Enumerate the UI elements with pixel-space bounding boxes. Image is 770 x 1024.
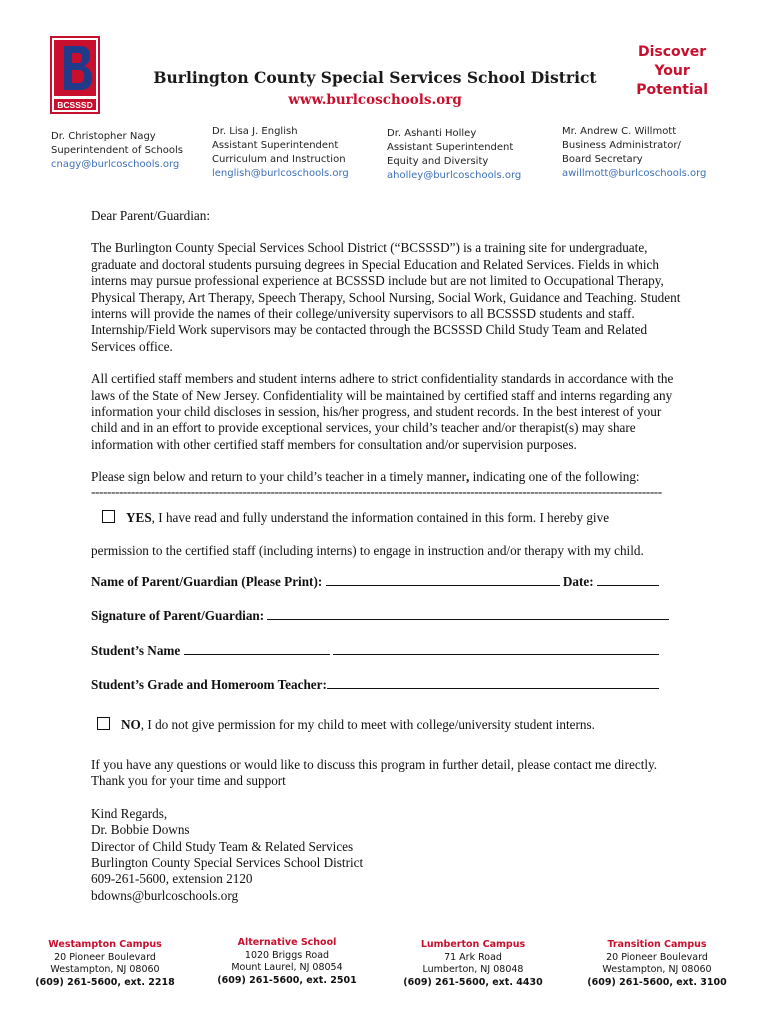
student-name-field: Student’s Name	[91, 642, 681, 659]
signoff: Kind Regards, Dr. Bobbie Downs Director of Child Study Team & Related Services Burlington County Special Services School District 609-261-5600, extension 2120 bdowns@burlcoschools.org	[91, 806, 681, 904]
parent-name-line[interactable]	[326, 573, 560, 586]
salutation: Dear Parent/Guardian:	[91, 208, 211, 223]
footer-transition: Transition Campus 20 Pioneer Boulevard Westampton, NJ 08060 (609) 261-5600, ext. 3100	[587, 939, 727, 988]
paragraph-training-site: The Burlington County Special Services School District (“BCSSSD”) is a training site for undergraduate, graduate and doctoral students pursuing degrees in Special Education and Related Services. Fields in which interns may pursue professional experience at BCSSSD include but are not limited to Occupational Therapy, Physical Therapy, Art Therapy, Speech Therapy, School Nursing, Social Work, Guidance and Teaching. Student interns will provide the names of their college/university supervisors to all BCSSSD students and staff. Internship/Field Work supervisors may be contacted through the BCSSSD Child Study Team and Related Services office.	[91, 240, 681, 354]
footer-lumberton: Lumberton Campus 71 Ark Road Lumberton, NJ 08048 (609) 261-5600, ext. 4430	[403, 939, 543, 988]
grade-teacher-field: Student’s Grade and Homeroom Teacher:	[91, 676, 681, 693]
admin-email[interactable]: aholley@burlcoschools.org	[387, 170, 522, 181]
paragraph-confidentiality: All certified staff members and student interns adhere to strict confidentiality standards in accordance with the laws of the State of New Jersey. Confidentiality will be maintained by certified staff and interns regarding any information your child discloses in session, his/her progress, and student records. In the best interest of your child and in an effort to provide exceptional services, your child’s teacher and/or therapist(s) may share information with other certified staff members for consultation and/or supervision purposes.	[91, 371, 674, 452]
district-name: Burlington County Special Services School District	[153, 68, 597, 87]
admin-business: Mr. Andrew C. Willmott Business Administrator/ Board Secretary awillmott@burlcoschools.org	[562, 126, 707, 179]
district-website[interactable]: www.burlcoschools.org	[288, 92, 462, 108]
footer-westampton: Westampton Campus 20 Pioneer Boulevard Westampton, NJ 08060 (609) 261-5600, ext. 2218	[35, 939, 175, 988]
no-checkbox[interactable]	[97, 717, 110, 730]
no-option: NO, I do not give permission for my child to meet with college/university student interns.	[91, 717, 681, 733]
closing-paragraph: If you have any questions or would like to discuss this program in further detail, please contact me directly. Thank you for your time and support	[91, 756, 658, 789]
slogan: Discover Your Potential	[636, 44, 708, 98]
signature-field: Signature of Parent/Guardian:	[91, 607, 681, 624]
contact-email[interactable]: bdowns@burlcoschools.org	[91, 887, 239, 903]
grade-teacher-line[interactable]	[327, 676, 659, 689]
admin-email[interactable]: lenglish@burlcoschools.org	[212, 168, 349, 179]
yes-option: YES, I have read and fully understand the information contained in this form. I hereby give	[91, 510, 681, 526]
student-name-line[interactable]	[184, 642, 330, 655]
date-line[interactable]	[597, 573, 659, 586]
admin-asst-equity: Dr. Ashanti Holley Assistant Superintendent Equity and Diversity aholley@burlcoschools.org	[387, 128, 522, 181]
divider-dashes: -----------------------------------------------------------------------------------------------------------------------------------------------	[91, 483, 662, 499]
admin-asst-curriculum: Dr. Lisa J. English Assistant Superintendent Curriculum and Instruction lenglish@burlcoschools.org	[212, 126, 349, 179]
signature-line[interactable]	[267, 607, 669, 620]
parent-name-field: Name of Parent/Guardian (Please Print): Date:	[91, 573, 681, 590]
admin-email[interactable]: cnagy@burlcoschools.org	[51, 159, 180, 170]
yes-option-continued: permission to the certified staff (including interns) to engage in instruction and/or therapy with my child.	[91, 542, 644, 558]
instruction-text: Please sign below and return to your child’s teacher in a timely manner, indicating one of the following:	[91, 469, 640, 485]
footer-alternative: Alternative School 1020 Briggs Road Mount Laurel, NJ 08054 (609) 261-5600, ext. 2501	[217, 937, 357, 986]
bcsssd-logo	[50, 36, 100, 114]
admin-superintendent: Dr. Christopher Nagy Superintendent of Schools cnagy@burlcoschools.org	[51, 131, 183, 170]
letter-body	[91, 208, 681, 904]
yes-checkbox[interactable]	[102, 510, 115, 523]
svg-text:BCSSSD: BCSSSD	[57, 100, 93, 110]
student-name-line-2[interactable]	[333, 642, 659, 655]
admin-email[interactable]: awillmott@burlcoschools.org	[562, 168, 707, 179]
